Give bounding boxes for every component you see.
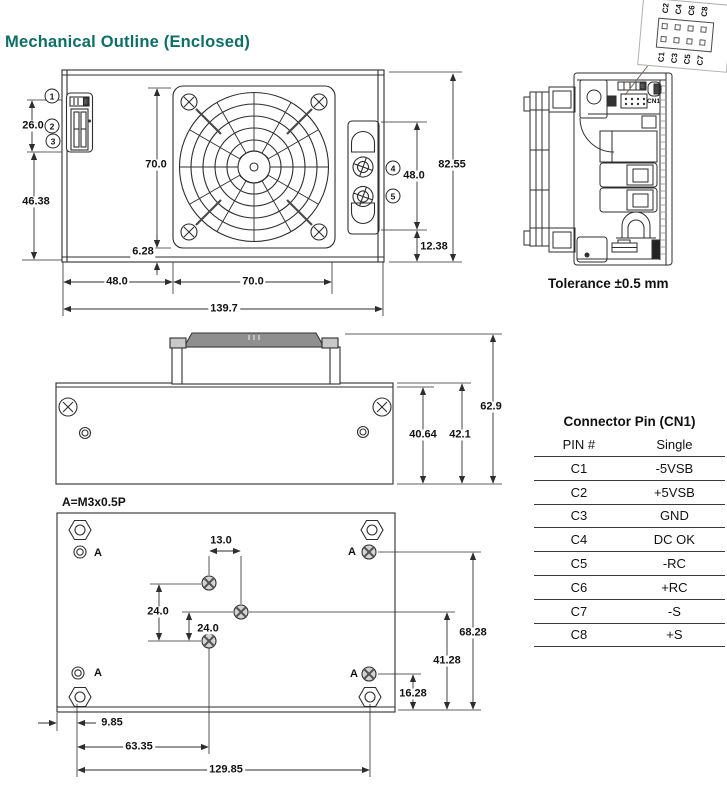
pin-number-cell: C8 — [534, 623, 624, 647]
pin-number-cell: C2 — [534, 480, 624, 504]
pin-number-cell: C5 — [534, 552, 624, 576]
detail-pin-label: C8 — [699, 6, 710, 18]
dimension-label: 26.0 — [22, 119, 44, 132]
pin-table-row — [534, 480, 725, 504]
dimension-label: 42.1 — [449, 428, 471, 441]
pin-square — [661, 23, 668, 30]
hole-label: A — [348, 546, 356, 558]
detail-pin-label: C3 — [669, 52, 680, 64]
dimension-label: 24.0 — [147, 605, 169, 618]
pin-number-cell: C3 — [534, 504, 624, 528]
tolerance-note: Tolerance ±0.5 mm — [548, 276, 669, 291]
dimension-label: 13.0 — [210, 534, 232, 547]
pin-signal-cell: GND — [624, 504, 725, 528]
dimension-label: 70.0 — [242, 275, 264, 288]
dimension-label: 24.0 — [197, 622, 219, 635]
dimension-label: 62.9 — [480, 400, 502, 413]
dimension-label: 40.64 — [409, 428, 437, 441]
detail-pin-label: C4 — [673, 3, 684, 15]
pin-signal-cell: +S — [624, 623, 725, 647]
dimension-label: 16.28 — [399, 687, 427, 700]
detail-pin-label: C5 — [682, 53, 693, 65]
pin-number-cell: C6 — [534, 575, 624, 599]
pin-square — [673, 37, 680, 44]
pin-table-row — [534, 599, 725, 623]
dimension-label: 9.85 — [101, 716, 123, 729]
pin-signal-cell: DC OK — [624, 528, 725, 552]
dimension-label: 48.0 — [106, 275, 128, 288]
connector-pin-table — [534, 414, 725, 647]
pin-table-row — [534, 575, 725, 599]
hole-label: A — [94, 667, 102, 679]
detail-pin-label: C6 — [686, 5, 697, 16]
pin-square — [699, 39, 706, 46]
pin-signal-cell: +5VSB — [624, 480, 725, 504]
cn1-detail-box — [637, 0, 727, 73]
pin-number-cell: C7 — [534, 599, 624, 623]
dimension-label: 139.7 — [210, 302, 238, 315]
pin-square — [674, 24, 681, 31]
dimension-label: 6.28 — [132, 245, 154, 258]
dimension-label: 48.0 — [403, 169, 425, 182]
dimension-label: 63.35 — [125, 740, 153, 753]
dimension-label: 70.0 — [145, 158, 167, 171]
pin-signal-cell: -S — [624, 599, 725, 623]
dimension-label: 129.85 — [209, 763, 243, 776]
pin-signal-cell: +RC — [624, 575, 725, 599]
thread-note: A=M3x0.5P — [62, 495, 126, 509]
pin-signal-cell: -5VSB — [624, 457, 725, 481]
callout-number: 2 — [45, 119, 60, 134]
pin-square — [700, 26, 707, 33]
detail-pin-label: C1 — [656, 51, 667, 63]
pin-signal-cell: -RC — [624, 552, 725, 576]
pin-square — [687, 25, 694, 32]
pin-square — [660, 36, 667, 43]
pin-table-header-single: Single — [656, 436, 693, 452]
pin-table-header-pin: PIN # — [562, 436, 596, 452]
pin-table-row — [534, 552, 725, 576]
callout-number: 4 — [386, 161, 401, 176]
pin-table-row — [534, 457, 725, 481]
pin-table-row — [534, 528, 725, 552]
callout-number: 3 — [46, 134, 61, 149]
hole-label: A — [350, 668, 358, 680]
dimension-label: 82.55 — [438, 158, 466, 171]
callout-number: 5 — [386, 189, 401, 204]
pin-table-title: Connector Pin (CN1) — [563, 414, 696, 429]
pin-number-cell: C4 — [534, 528, 624, 552]
pin-number-cell: C1 — [534, 457, 624, 481]
dimension-label: 46.38 — [22, 195, 50, 208]
dimension-label: 68.28 — [459, 626, 487, 639]
dimension-label: 41.28 — [433, 654, 461, 667]
pin-table-row — [534, 623, 725, 647]
pin-table-row — [534, 504, 725, 528]
callout-number: 1 — [45, 89, 60, 104]
pin-square — [686, 38, 693, 45]
dimension-label: 12.38 — [420, 240, 448, 253]
hole-label: A — [94, 547, 102, 559]
detail-pin-label: C7 — [695, 54, 706, 66]
detail-pin-label: C2 — [660, 2, 671, 14]
cn1-connector-label: CN1 — [647, 98, 661, 105]
page-title: Mechanical Outline (Enclosed) — [5, 33, 251, 51]
